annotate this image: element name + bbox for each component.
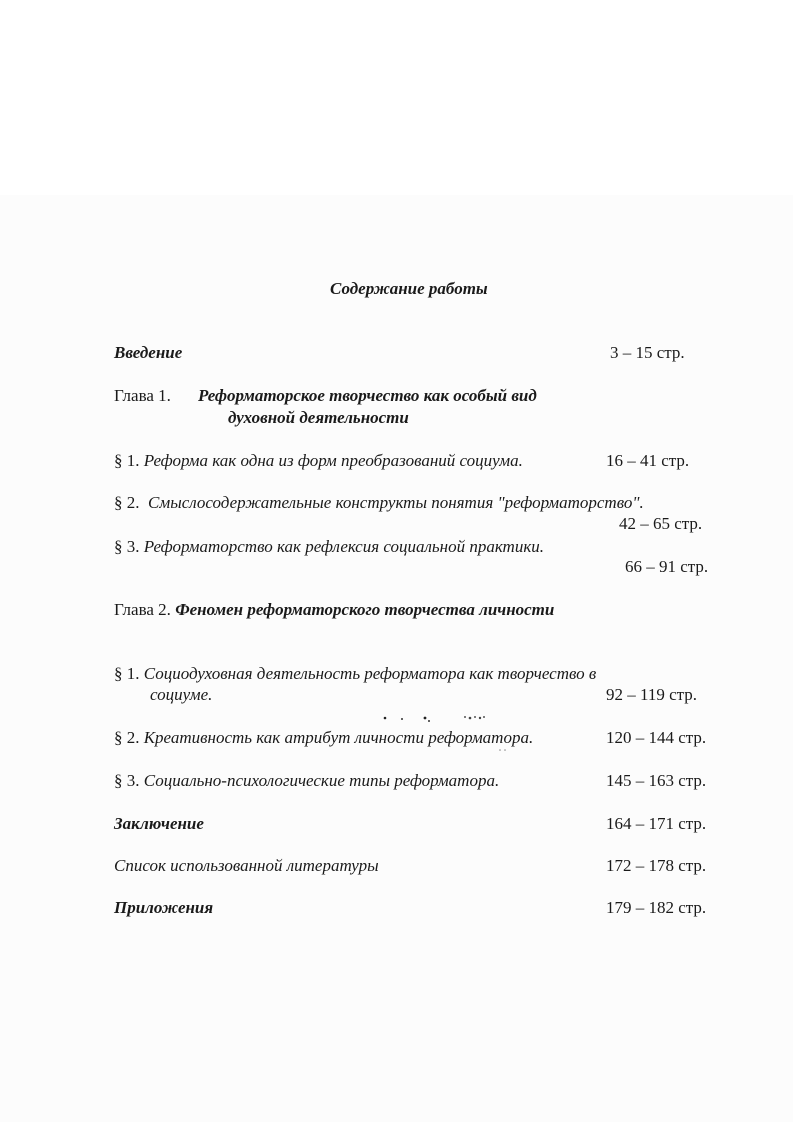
scan-noise [380, 712, 520, 752]
chapter1-section3 [114, 537, 544, 557]
section-title: Социально-психологические типы реформатора. [143, 771, 500, 790]
section-number: § 2. [114, 493, 140, 512]
section-number: § 3. [114, 771, 140, 790]
chapter1-section1 [114, 451, 523, 471]
chapter1-section2-pages: 42 – 65 стр. [619, 514, 703, 533]
chapter2-heading [114, 600, 554, 620]
chapter2-section1 [114, 664, 596, 684]
toc-conclusion-label: Заключение [114, 814, 204, 833]
chapter2-section3 [114, 771, 499, 791]
section-number: § 1. [114, 664, 140, 683]
toc-appendix-label: Приложения [114, 898, 214, 917]
section-title-line1: Социодуховная деятельность реформатора как творчество в [143, 664, 597, 683]
chapter1-title-line1: Реформаторское творчество как особый вид [198, 386, 537, 405]
chapter2-section3-pages: 145 – 163 стр. [606, 771, 707, 790]
toc-conclusion-pages: 164 – 171 стр. [606, 814, 707, 833]
chapter2-section1-line2: социуме. [150, 685, 213, 704]
section-title: Смыслосодержательные конструкты понятия "реформаторство". [148, 493, 644, 512]
section-number: § 1. [114, 451, 140, 470]
toc-intro-label: Введение [114, 343, 183, 362]
toc-intro-pages: 3 – 15 стр. [610, 343, 685, 362]
chapter2-section2-pages: 120 – 144 стр. [606, 728, 707, 747]
page-title: Содержание работы [330, 279, 488, 298]
toc-references-pages: 172 – 178 стр. [606, 856, 707, 875]
chapter2-section1-pages: 92 – 119 стр. [606, 685, 698, 704]
section-number: § 3. [114, 537, 140, 556]
chapter1-prefix: Глава 1. [114, 386, 171, 405]
chapter1-title-line2: духовной деятельности [228, 408, 409, 427]
section-title: Реформаторство как рефлексия социальной практики. [143, 537, 545, 556]
section-number: § 2. [114, 728, 140, 747]
toc-references-label: Список использованной литературы [114, 856, 379, 875]
section-title: Реформа как одна из форм преобразований социума. [143, 451, 523, 470]
chapter1-section2 [114, 493, 644, 513]
page-background [0, 195, 793, 1122]
chapter2-prefix: Глава 2. [114, 600, 171, 619]
chapter2-title: Феномен реформаторского творчества личности [175, 600, 555, 619]
chapter1-section3-pages: 66 – 91 стр. [625, 557, 709, 576]
chapter1-section1-pages: 16 – 41 стр. [606, 451, 690, 470]
section-title: Креативность как атрибут личности реформатора. [143, 728, 534, 747]
toc-appendix-pages: 179 – 182 стр. [606, 898, 707, 917]
